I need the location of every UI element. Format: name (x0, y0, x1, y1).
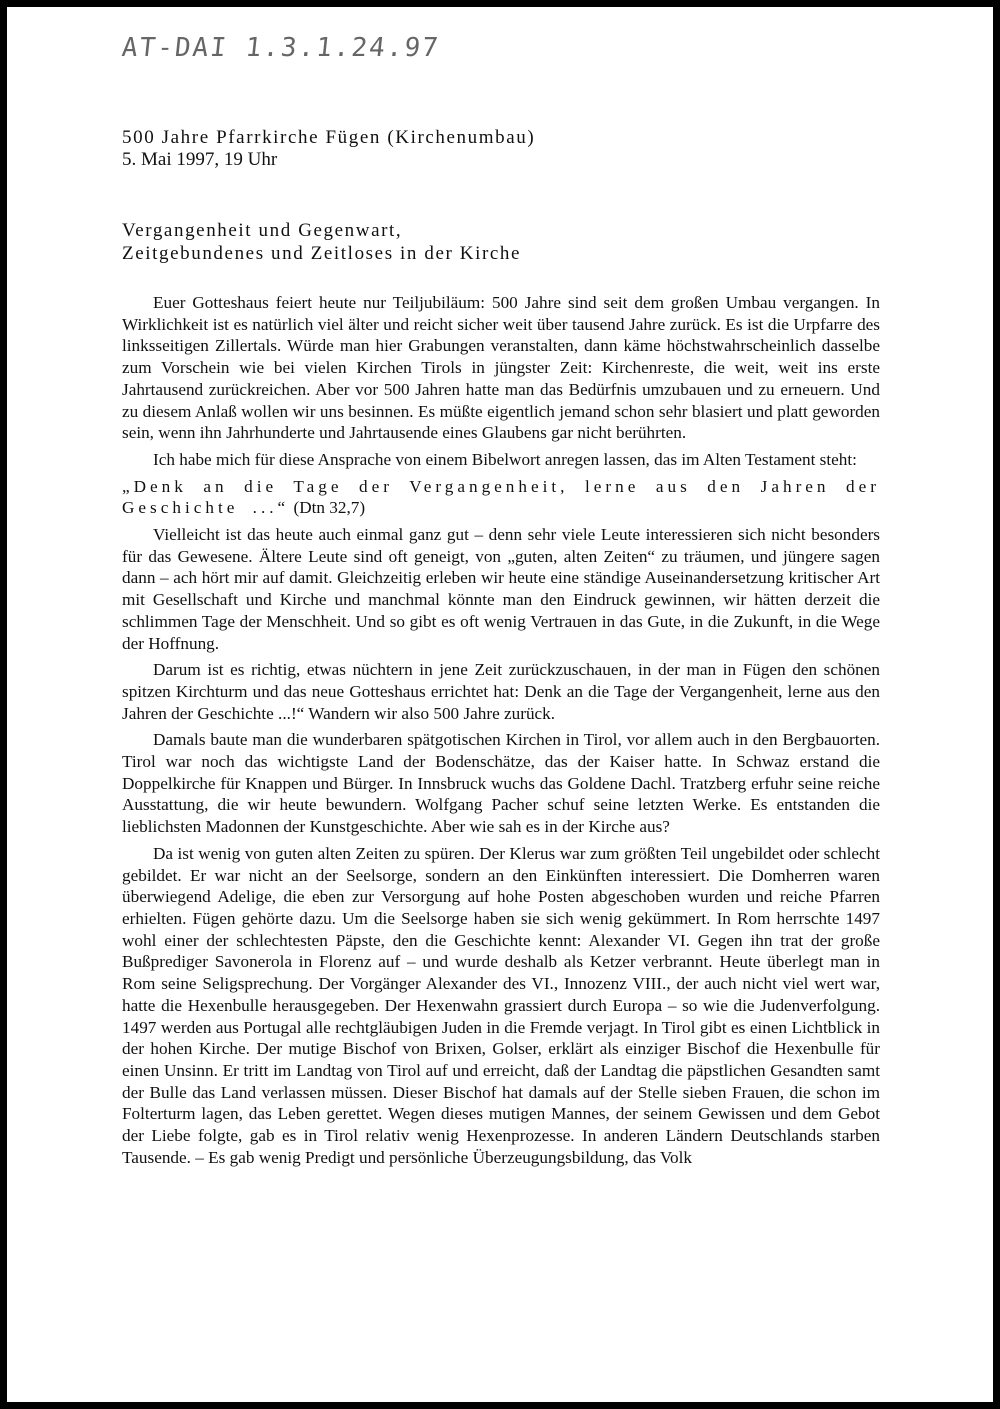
document-header (122, 127, 535, 171)
paragraph-2: Ich habe mich für diese Ansprache von einem Bibelwort anregen lassen, das im Alten Testament steht: (153, 449, 857, 469)
section-title (122, 219, 521, 265)
section-title-line-1: Vergangenheit und Gegenwart, (122, 220, 403, 241)
document-page (7, 7, 993, 1402)
document-date: 5. Mai 1997, 19 Uhr (122, 149, 278, 170)
paragraph-5: Damals baute man die wunderbaren spätgotischen Kirchen in Tirol, vor allem auch in den Bergbauorten. Tirol war noch das wichtigste Land der Bodenschätze, das der Kaiser hatte. In Schwaz erstand die Doppelkirche für Knappen und Bürger. In Innsbruck wuchs das Goldene Dachl. Tratzberg erfuhr seine reiche Ausstattung, die wir heute bewundern. Wolfgang Pacher schuf seine letzten Werke. Es entstanden die lieblichsten Madonnen der Kunstgeschichte. Aber wie sah es in der Kirche aus? (122, 730, 880, 837)
body-text (122, 292, 880, 1173)
bible-quote-reference: (Dtn 32,7) (293, 498, 366, 518)
bible-quote (122, 476, 880, 519)
paragraph-1: Euer Gotteshaus feiert heute nur Teiljubiläum: 500 Jahre sind seit dem großen Umbau vergangen. In Wirklichkeit ist es natürlich viel älter und reicht sicher weit über tausend Jahre zurück. Es ist die Urpfarre des linksseitigen Zillertals. Würde man hier Grabungen veranstalten, dann käme höchstwahrscheinlich dasselbe zum Vorschein wie bei vielen Kirchen Tirols in jüngster Zeit: Kirchenreste, die weit, weit ins erste Jahrtausend zurückreichen. Aber vor 500 Jahren hatte man das Bedürfnis umzubauen und zu erneuern. Und zu diesem Anlaß wollen wir uns besinnen. Es müßte eigentlich jemand schon sehr blasiert und platt geworden sein, wenn ihn Jahrhunderte und Jahrtausende eines Glaubens gar nicht berührten. (122, 293, 880, 443)
paragraph-6: Da ist wenig von guten alten Zeiten zu spüren. Der Klerus war zum größten Teil ungebildet oder schlecht gebildet. Er war nicht an der Seelsorge, sondern an den Einkünften interessiert. Die Domherren waren überwiegend Adelige, die eben zur Versorgung auf hohe Posten abgeschoben wurden und reiche Pfarren erhielten. Fügen gehörte dazu. Um die Seelsorge haben sie sich wenig gekümmert. In Rom herrschte 1497 wohl einer der schlechtesten Päpste, den die Geschichte kennt: Alexander VI. Gegen ihn trat der große Bußprediger Savonerola in Florenz auf – und wurde deshalb als Ketzer verbrannt. Heute überlegt man in Rom seine Seligsprechung. Der Vorgänger Alexander des VI., Innozenz VIII., der auch nicht viel wert war, hatte die Hexenbulle herausgegeben. Der Hexenwahn grassiert durch Europa – so wie die Judenverfolgung. 1497 werden aus Portugal alle rechtgläubigen Juden in die Fremde verjagt. In Tirol gibt es einen Lichtblick in der hohen Kirche. Der mutige Bischof von Brixen, Golser, erklärt als einziger Bischof die Hexenbulle für einen Unsinn. Er tritt im Landtag von Tirol auf und erreicht, daß der Landtag die päpstlichen Gesandten samt der Bulle das Land verlassen müssen. Dieser Bischof hat damals auf der Stelle sieben Frauen, die schon im Folterturm lagen, das Leben gerettet. Wegen dieses mutigen Mannes, der seinem Gewissen und dem Gebot der Liebe folgte, gab es in Tirol relativ wenig Hexenprozesse. In anderen Ländern Deutschlands starben Tausende. – Es gab wenig Predigt und persönliche Überzeugungsbildung, das Volk (122, 843, 880, 1167)
section-title-line-2: Zeitgebundenes und Zeitloses in der Kirche (122, 243, 522, 264)
archive-code-handwritten: AT-DAI 1.3.1.24.97 (120, 33, 442, 63)
bible-quote-text: „Denk an die Tage der Vergangenheit, lerne aus den Jahren der Geschichte ...“ (122, 476, 880, 518)
document-title: 500 Jahre Pfarrkirche Fügen (Kirchenumbau) (122, 127, 536, 148)
paragraph-4: Darum ist es richtig, etwas nüchtern in jene Zeit zurückzuschauen, in der man in Fügen den schönen spitzen Kirchturm und das neue Gotteshaus errichtet hat: Denk an die Tage der Vergangenheit, lerne aus den Jahren der Geschichte ...!“ Wandern wir also 500 Jahre zurück. (122, 660, 880, 723)
paragraph-3: Vielleicht ist das heute auch einmal ganz gut – denn sehr viele Leute interessieren sich nicht besonders für das Gewesene. Ältere Leute sind oft geneigt, von „guten, alten Zeiten“ zu träumen, und jüngere sagen dann – ach hört mir auf damit. Gleichzeitig erleben wir heute eine ständige Auseinandersetzung kritischer Art mit Gesellschaft und Kirche und manchmal könnte man den Eindruck gewinnen, wir hätten derzeit die schlimmen Tage der Menschheit. Und so gibt es oft wenig Vertrauen in das Gute, in die Zukunft, in die Wege der Hoffnung. (122, 525, 880, 653)
